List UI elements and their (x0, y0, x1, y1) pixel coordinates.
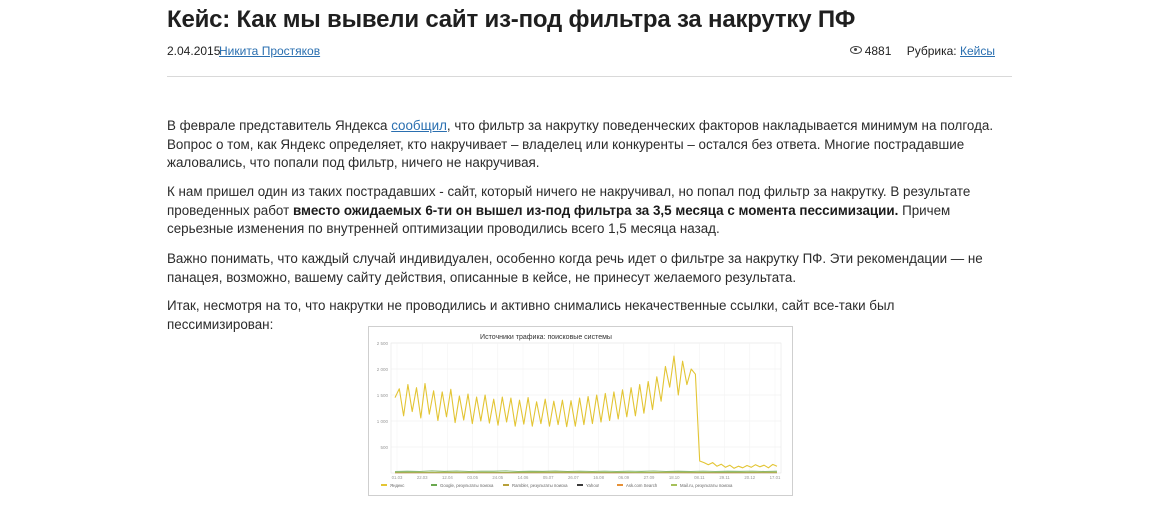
y-tick-label: 500 (380, 445, 388, 450)
legend-label: Ask.com Search (626, 483, 658, 488)
legend-swatch (431, 484, 437, 486)
x-tick-label: 08.11 (694, 475, 705, 480)
rubric-link[interactable]: Кейсы (960, 44, 995, 58)
views-count: 4881 (864, 44, 892, 58)
paragraph-2-text-start: К нам пришел один из таких пострадавших - сайт, который ничего не накручивал, но попал под фильтр за накрутку. В результате проведенных работ (167, 184, 971, 218)
x-tick-label: 22.03 (416, 475, 428, 480)
x-tick-label: 20.12 (744, 475, 756, 480)
x-tick-label: 03.05 (467, 475, 478, 480)
y-tick-label: 1 000 (376, 419, 388, 424)
y-tick-label: 2 000 (376, 367, 388, 372)
x-tick-label: 16.08 (593, 475, 604, 480)
legend-label: Mail.ru, результаты поиска (680, 483, 733, 488)
traffic-chart (368, 326, 793, 496)
series-line (395, 471, 777, 472)
legend-label: Google, результаты поиска (440, 483, 494, 488)
paragraph-1-text-start: В феврале представитель Яндекса (167, 118, 392, 133)
paragraph-2-highlight: вместо ожидаемых 6-ти он вышел из-под фильтра за 3,5 месяца с момента пессимизации. (292, 202, 899, 218)
x-tick-label: 06.09 (618, 475, 630, 480)
article-meta (167, 44, 997, 62)
source-link[interactable]: сообщил (391, 118, 447, 133)
x-tick-label: 24.05 (492, 475, 504, 480)
meta-right (850, 44, 995, 58)
paragraph-4: Итак, несмотря на то, что накрутки не проводились и активно снимались некачественные ссылки, сайт все-таки был пессимизирован: (167, 298, 895, 332)
chart-title: Источники трафика: поисковые системы (480, 334, 612, 341)
x-tick-label: 17.01 (769, 475, 781, 480)
legend-swatch (671, 484, 677, 486)
eye-icon (850, 46, 862, 54)
legend-swatch (577, 484, 583, 486)
x-tick-label: 01.03 (391, 475, 403, 480)
paragraph-3: Важно понимать, что каждый случай индивидуален, особенно когда речь идет о фильтре за накрутку ПФ. Эти рекомендации — не панацея, возможно, вашему сайту действия, описанные в кейсе, не принесут желаемого результата. (167, 251, 983, 285)
publish-date: 2.04.2015 (167, 44, 221, 58)
x-tick-label: 12.04 (442, 475, 453, 480)
x-tick-label: 14.06 (517, 475, 529, 480)
x-tick-label: 05.07 (542, 475, 554, 480)
paragraph-1 (167, 117, 997, 173)
legend-label: Яндекс (390, 483, 405, 488)
traffic-chart-svg (369, 327, 794, 497)
rubric-label: Рубрика: (906, 44, 957, 58)
legend-label: Rambler, результаты поиска (512, 483, 568, 488)
x-tick-label: 18.10 (668, 475, 680, 480)
legend-label: Yahoo! (586, 483, 600, 488)
legend-swatch (617, 484, 623, 486)
paragraph-2 (167, 183, 997, 239)
paragraph-1-text-end: , что фильтр за накрутку поведенческих факторов накладывается минимум на полгода. Вопрос о том, как Яндекс определяет, кто накручивает – владелец или конкуренты – остался без ответа. Многие пострадавшие жаловались, что попали под фильтр, ничего не накручивая. (167, 118, 994, 170)
legend-swatch (381, 484, 387, 486)
article-title: Кейс: Как мы вывели сайт из-под фильтра за накрутку ПФ (167, 6, 856, 33)
x-tick-label: 27.09 (643, 475, 655, 480)
header-divider (167, 76, 1012, 77)
y-tick-label: 1 500 (376, 393, 388, 398)
legend-swatch (503, 484, 509, 486)
paragraph-2-text-end: Причем серьезные изменения по внутренней оптимизации проводились всего 1,5 месяца назад. (167, 202, 951, 236)
x-tick-label: 26.07 (568, 475, 579, 480)
x-tick-label: 29.11 (719, 475, 730, 480)
y-tick-label: 2 500 (376, 341, 388, 346)
author-link[interactable]: Никита Простяков (219, 44, 321, 58)
